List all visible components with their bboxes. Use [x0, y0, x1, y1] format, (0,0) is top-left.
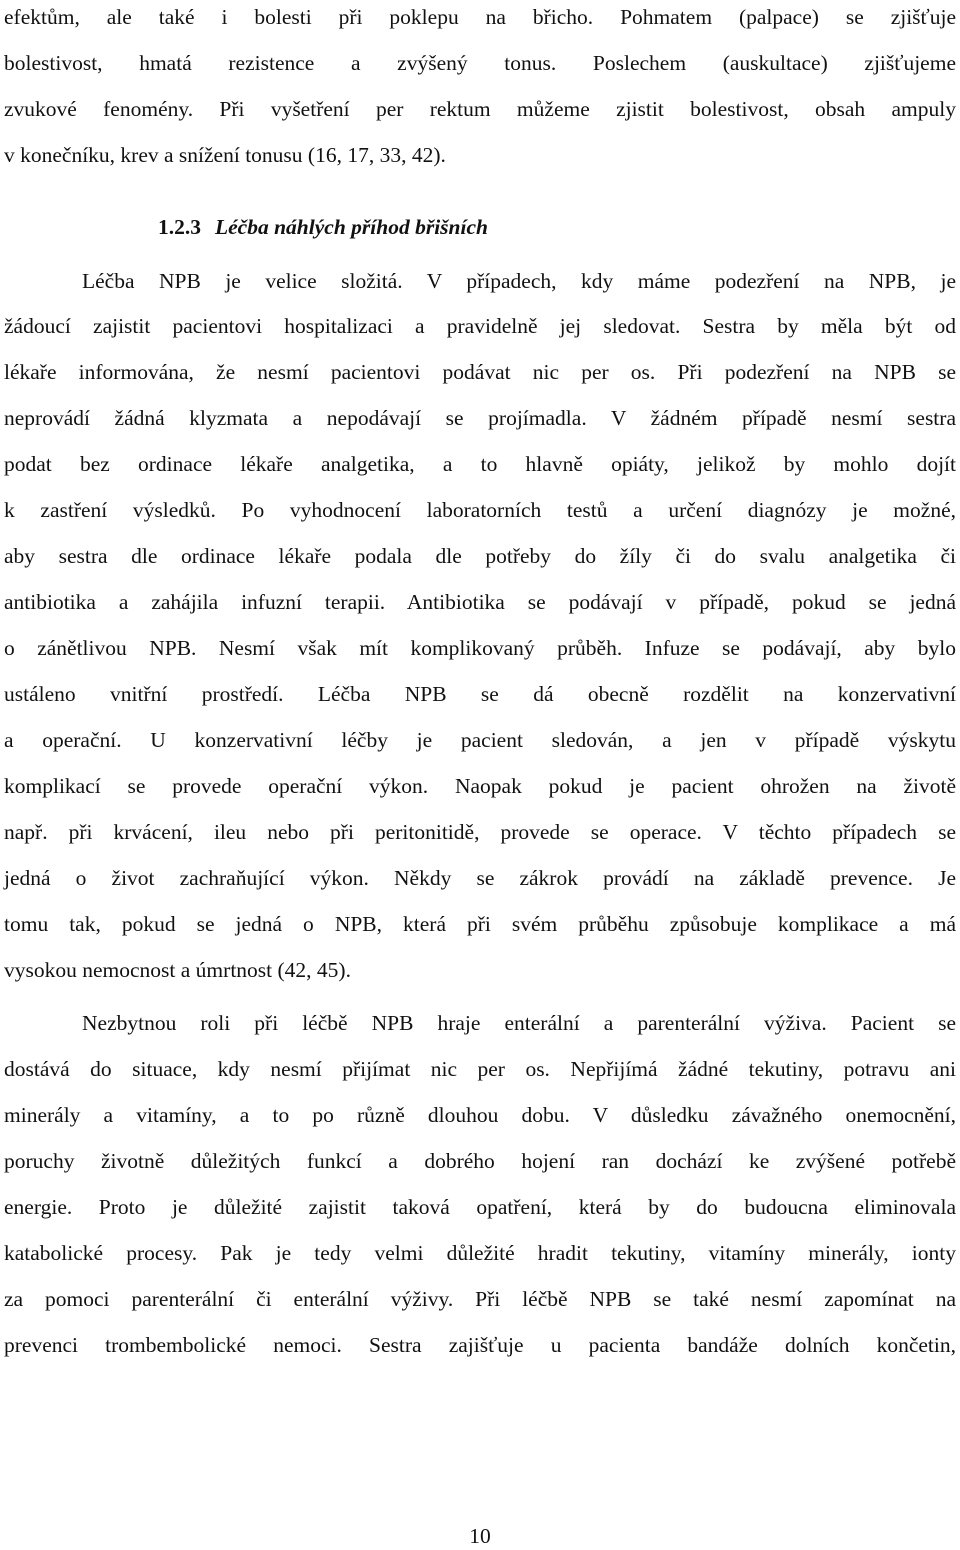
section-heading	[158, 214, 488, 240]
text-line: vysokou nemocnost a úmrtnost (42, 45).	[4, 958, 351, 982]
text-line: minerály a vitamíny, a to po různě dlouhou dobu. V důsledku závažného onemocnění,	[4, 1103, 956, 1127]
text-line: v konečníku, krev a snížení tonusu (16, 17, 33, 42).	[4, 143, 446, 167]
text-line: k zastření výsledků. Po vyhodnocení laboratorních testů a určení diagnózy je možné,	[4, 498, 956, 522]
text-line: tomu tak, pokud se jedná o NPB, která při svém průběhu způsobuje komplikace a má	[4, 912, 956, 936]
text-line: a operační. U konzervativní léčby je pacient sledován, a jen v případě výskytu	[4, 728, 956, 752]
text-line: neprovádí žádná klyzmata a nepodávají se projímadla. V žádném případě nesmí sestra	[4, 406, 956, 430]
text-line: bolestivost, hmatá rezistence a zvýšený tonus. Poslechem (auskultace) zjišťujeme	[4, 51, 956, 75]
text-line: např. při krvácení, ileu nebo při peritonitidě, provede se operace. V těchto případech se	[4, 820, 956, 844]
text-line: zvukové fenomény. Při vyšetření per rektum můžeme zjistit bolestivost, obsah ampuly	[4, 97, 956, 121]
text-line: poruchy životně důležitých funkcí a dobrého hojení ran dochází ke zvýšené potřebě	[4, 1149, 956, 1173]
text-line: antibiotika a zahájila infuzní terapii. Antibiotika se podávají v případě, pokud se jedná	[4, 590, 956, 614]
text-line: za pomoci parenterální či enterální výživy. Při léčbě NPB se také nesmí zapomínat na	[4, 1287, 956, 1311]
text-line: jedná o život zachraňující výkon. Někdy se zákrok provádí na základě prevence. Je	[4, 866, 956, 890]
text-line: aby sestra dle ordinace lékaře podala dle potřeby do žíly či do svalu analgetika či	[4, 544, 956, 568]
text-line: prevenci trombembolické nemoci. Sestra zajišťuje u pacienta bandáže dolních končetin,	[4, 1333, 956, 1357]
text-line: dostává do situace, kdy nesmí přijímat nic per os. Nepřijímá žádné tekutiny, potravu ani	[4, 1057, 956, 1081]
text-line: efektům, ale také i bolesti při poklepu na břicho. Pohmatem (palpace) se zjišťuje	[4, 5, 956, 29]
text-line: podat bez ordinace lékaře analgetika, a to hlavně opiáty, jelikož by mohlo dojít	[4, 452, 956, 476]
text-line: Nezbytnou roli při léčbě NPB hraje enterální a parenterální výživa. Pacient se	[82, 1011, 956, 1035]
text-line: o zánětlivou NPB. Nesmí však mít komplikovaný průběh. Infuze se podávají, aby bylo	[4, 636, 956, 660]
text-line: energie. Proto je důležité zajistit taková opatření, která by do budoucna eliminovala	[4, 1195, 956, 1219]
text-line: komplikací se provede operační výkon. Naopak pokud je pacient ohrožen na životě	[4, 774, 956, 798]
text-line: lékaře informována, že nesmí pacientovi podávat nic per os. Při podezření na NPB se	[4, 360, 956, 384]
text-line: katabolické procesy. Pak je tedy velmi důležité hradit tekutiny, vitamíny minerály, ionty	[4, 1241, 956, 1265]
text-line: žádoucí zajistit pacientovi hospitalizaci a pravidelně jej sledovat. Sestra by měla být od	[4, 314, 956, 338]
page-number: 10	[469, 1524, 491, 1548]
section-title: Léčba náhlých příhod břišních	[215, 215, 488, 239]
text-line: ustáleno vnitřní prostředí. Léčba NPB se dá obecně rozdělit na konzervativní	[4, 682, 956, 706]
text-line: Léčba NPB je velice složitá. V případech, kdy máme podezření na NPB, je	[82, 269, 956, 293]
section-number: 1.2.3	[158, 215, 201, 239]
